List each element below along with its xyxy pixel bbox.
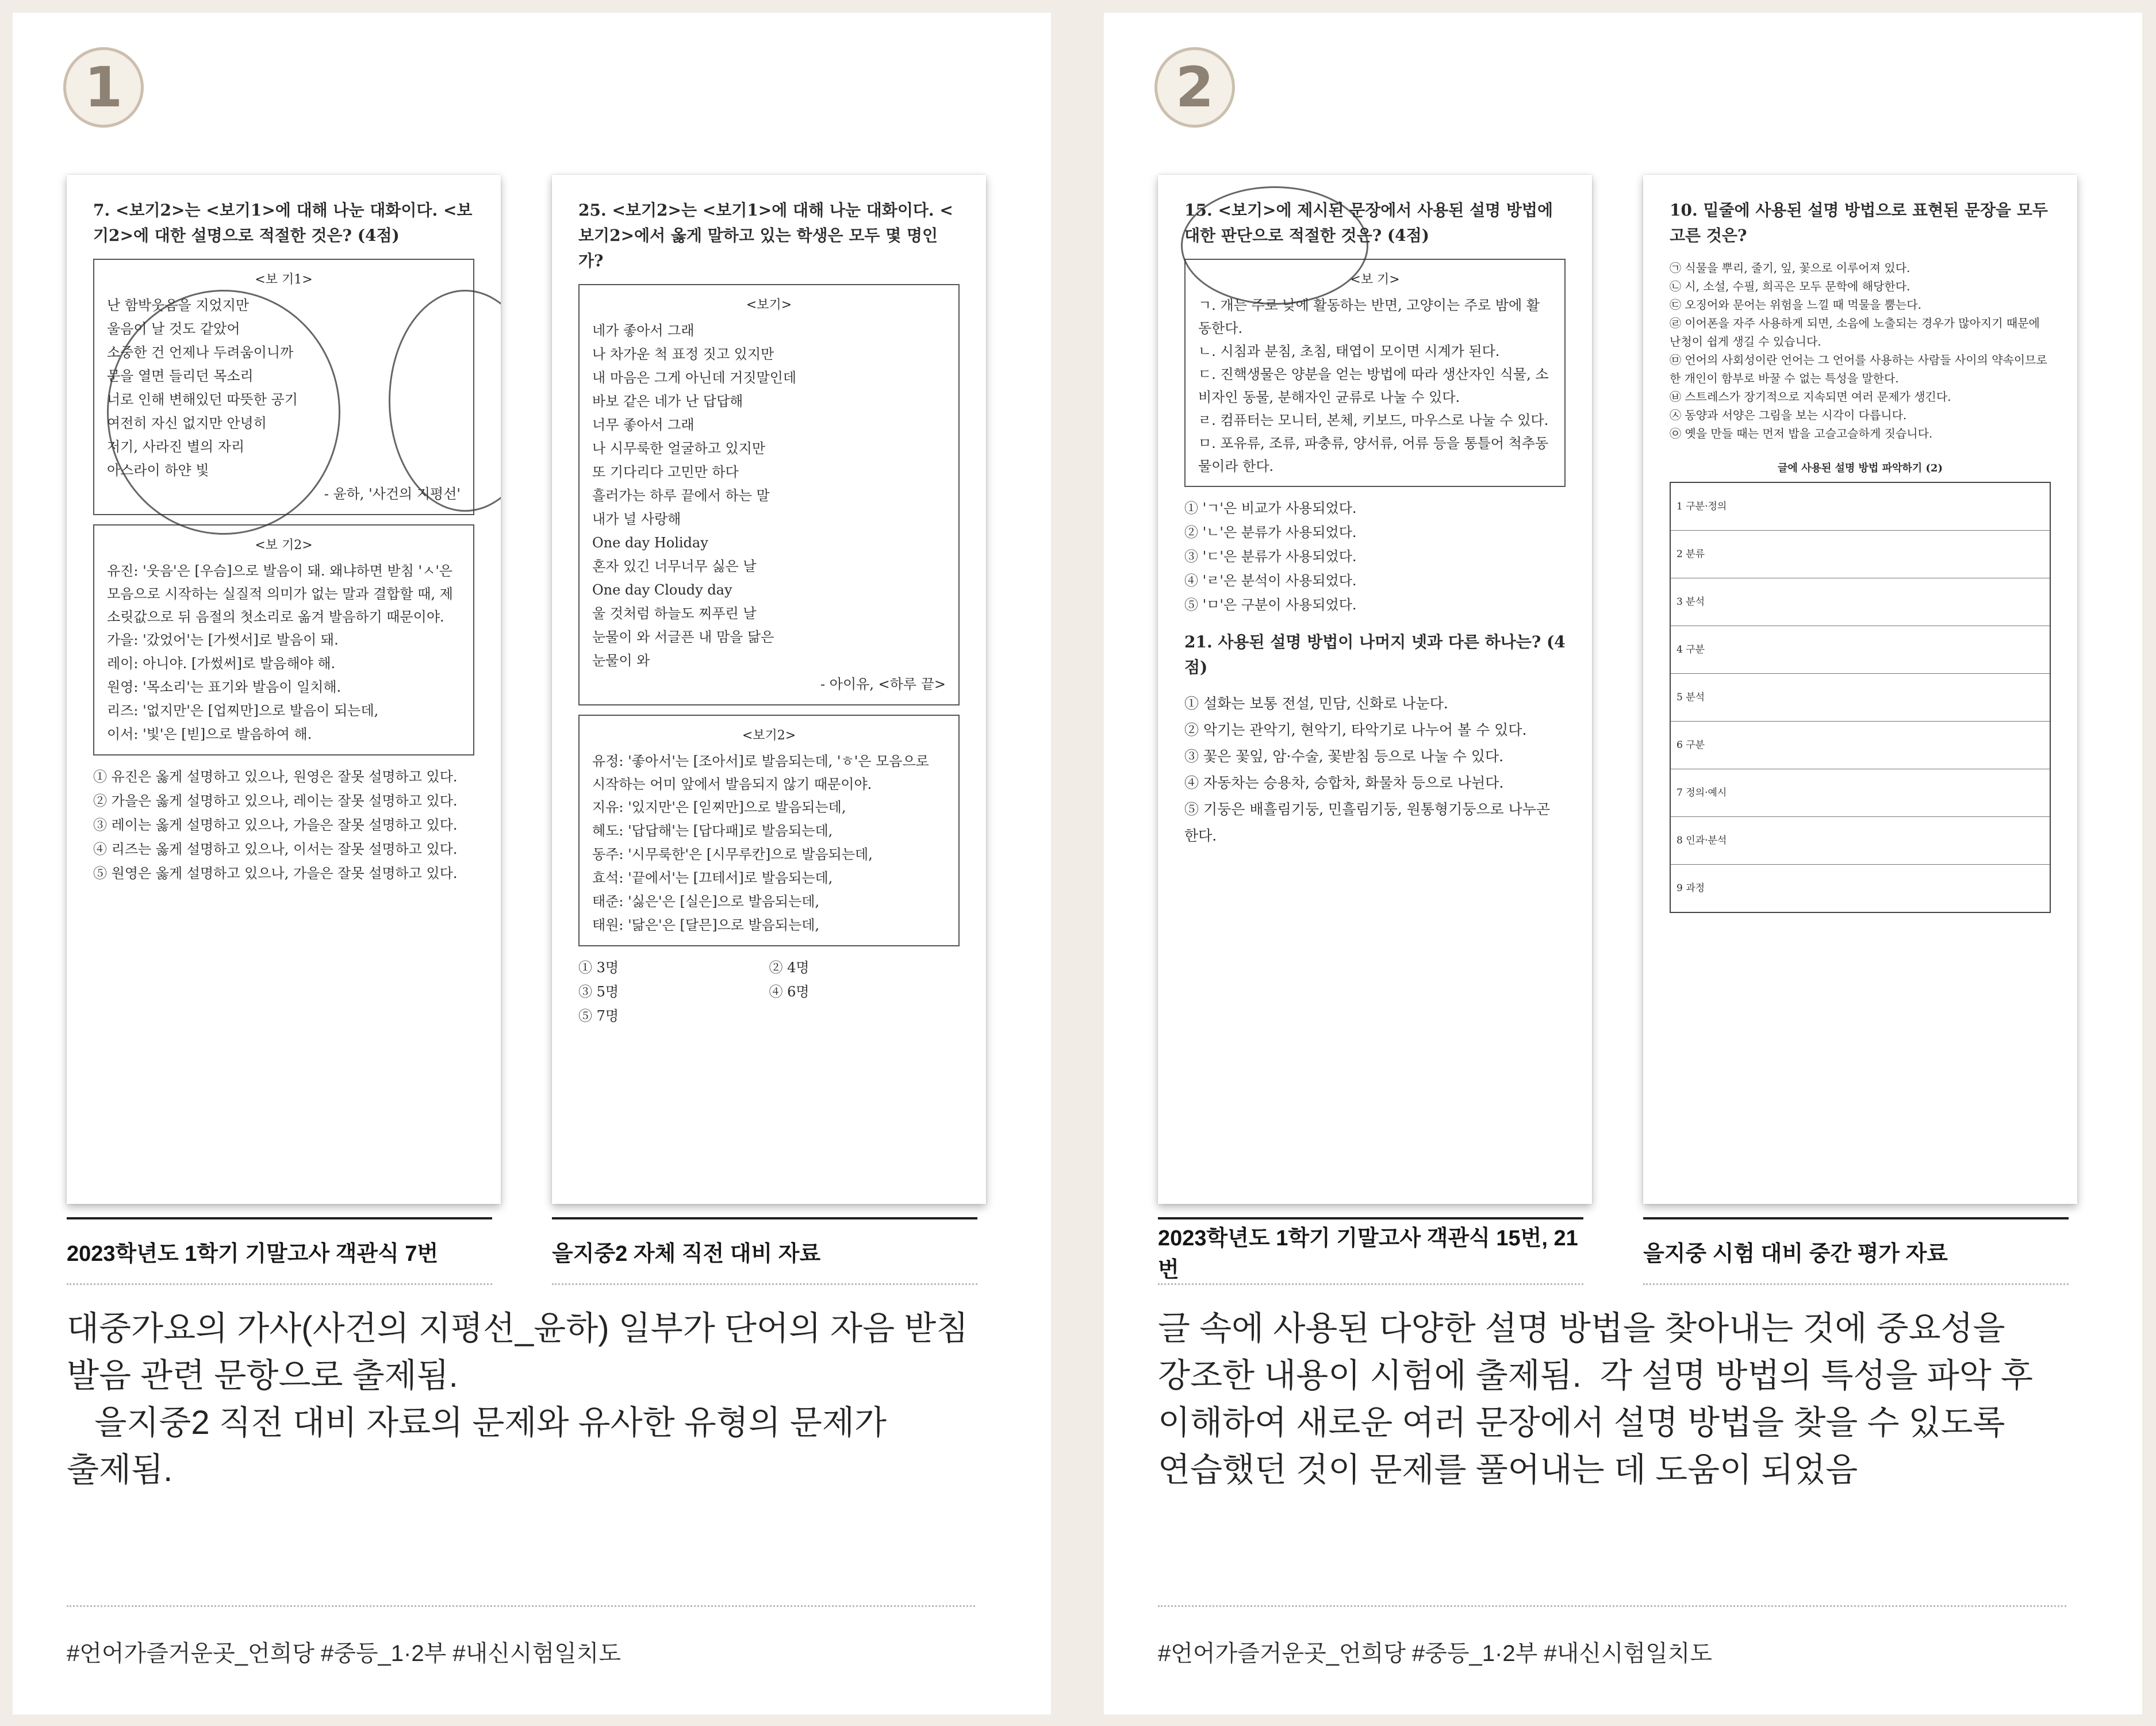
box-line: 여전히 자신 없지만 안녕히 bbox=[107, 415, 267, 431]
description-line: 발음 관련 문항으로 출제됨. bbox=[67, 1357, 458, 1394]
question-title: 25. <보기2>는 <보기1>에 대해 나눈 대화이다. <보기2>에서 옳게 말하고 있는 학생은 모두 몇 명인가? bbox=[578, 201, 953, 270]
table-row: 5 분석 bbox=[1671, 674, 2050, 722]
answer-choice: ⑤ 'ㅁ'은 구분이 사용되었다. bbox=[1184, 597, 1357, 613]
example-box-2 bbox=[578, 715, 960, 946]
worksheet-title: 글에 사용된 설명 방법 파악하기 (2) bbox=[1778, 462, 1943, 474]
hashtags: #언어가즐거운곳_언희당 #중등_1·2부 #내신시험일치도 bbox=[1158, 1641, 1713, 1666]
box-line: 지유: '있지만'은 [읻찌만]으로 발음되는데, bbox=[592, 799, 846, 815]
box-line: - 아이유, <하루 끝> bbox=[820, 676, 946, 692]
answer-choice: ① 유진은 옳게 설명하고 있으나, 원영은 잘못 설명하고 있다. bbox=[93, 769, 458, 785]
box-line: 울음이 날 것도 같았어 bbox=[107, 321, 240, 337]
box-line: 효석: '끝에서'는 [끄테서]로 발음되는데, bbox=[592, 870, 833, 886]
question-title: 21. 사용된 설명 방법이 나머지 넷과 다른 하나는? (4점) bbox=[1184, 632, 1566, 677]
box-line: 나 차가운 척 표정 짓고 있지만 bbox=[592, 346, 774, 362]
table-row: 2 분류 bbox=[1671, 531, 2050, 578]
question-title: 15. <보기>에 제시된 문장에서 사용된 설명 방법에 대한 판단으로 적절한 것은? (4점) bbox=[1184, 201, 1553, 245]
answer-choice: ① 'ㄱ'은 비교가 사용되었다. bbox=[1184, 500, 1357, 516]
table-row: 4 구분 bbox=[1671, 626, 2050, 674]
description-line: 대중가요의 가사(사건의 지평선_윤하) 일부가 단어의 자음 받침 bbox=[67, 1310, 969, 1347]
panel-number-badge: 2 bbox=[1154, 47, 1235, 128]
answer-choice: ① 설화는 보통 전설, 민담, 신화로 나눈다. bbox=[1184, 695, 1448, 712]
table-row: 3 분석 bbox=[1671, 578, 2050, 626]
box-line: 이서: '빛'은 [빋]으로 발음하여 해. bbox=[107, 726, 312, 742]
description-line: 을지중2 직전 대비 자료의 문제와 유사한 유형의 문제가 bbox=[67, 1404, 887, 1441]
exam-scan-document bbox=[67, 175, 501, 1204]
statement-line: ㉠ 식물을 뿌리, 줄기, 잎, 꽃으로 이루어져 있다. bbox=[1670, 261, 1911, 275]
description-line: 연습했던 것이 문제를 풀어내는 데 도움이 되었음 bbox=[1158, 1451, 1858, 1489]
box-line: 소중한 건 언제나 두려움이니까 bbox=[107, 344, 294, 360]
box-line: 바보 같은 네가 난 답답해 bbox=[592, 393, 743, 409]
answer-choices-grid bbox=[578, 956, 960, 1028]
statement-list bbox=[1670, 259, 2051, 443]
box-line: 문을 열면 들리던 목소리 bbox=[107, 368, 254, 384]
question-title: 7. <보기2>는 <보기1>에 대해 나눈 대화이다. <보기2>에 대한 설명으로 적절한 것은? (4점) bbox=[93, 201, 473, 245]
box-line: 난 함박웃음을 지었지만 bbox=[107, 297, 250, 313]
box-heading: <보기2> bbox=[742, 728, 796, 743]
box-line: 가을: '갔었어'는 [가썻서]로 발음이 돼. bbox=[107, 632, 339, 648]
exam-scan-document bbox=[1158, 175, 1592, 1204]
box-line: ㅁ. 포유류, 조류, 파충류, 양서류, 어류 등을 통틀어 척추동물이라 한다. bbox=[1198, 435, 1549, 474]
answer-choice: ③ 5명 bbox=[578, 984, 619, 1000]
statement-line: ㉧ 옛을 만들 때는 먼저 밥을 고슬고슬하게 짓습니다. bbox=[1670, 427, 1933, 440]
box-heading: <보 기1> bbox=[255, 273, 313, 287]
study-material-scan bbox=[552, 175, 986, 1204]
box-line: 울 것처럼 하늘도 찌푸린 날 bbox=[592, 605, 757, 622]
table-row: 1 구분·정의 bbox=[1671, 483, 2050, 531]
table-row: 8 인과·분석 bbox=[1671, 817, 2050, 865]
example-box-2 bbox=[93, 524, 474, 755]
box-line: ㄱ. 개는 주로 낮에 활동하는 반면, 고양이는 주로 밤에 활동한다. bbox=[1198, 297, 1540, 336]
description-line: 이해하여 새로운 여러 문장에서 설명 방법을 찾을 수 있도록 bbox=[1158, 1404, 2005, 1441]
answer-choice: ⑤ 원영은 옳게 설명하고 있으나, 가을은 잘못 설명하고 있다. bbox=[93, 865, 458, 881]
box-line: 원영: '목소리'는 표기와 발음이 일치해. bbox=[107, 679, 342, 695]
worksheet-table bbox=[1670, 482, 2051, 913]
box-line: ㄹ. 컴퓨터는 모니터, 본체, 키보드, 마우스로 나눌 수 있다. bbox=[1198, 412, 1549, 428]
statement-line: ㉢ 오징어와 문어는 위험을 느낄 때 먹물을 뿜는다. bbox=[1670, 298, 1921, 312]
box-line: 너로 인해 변해있던 따뜻한 공기 bbox=[107, 392, 298, 408]
dotted-divider bbox=[67, 1605, 975, 1607]
panel-1 bbox=[13, 13, 1051, 1715]
box-line: 레이: 아니야. [가썼써]로 발음해야 해. bbox=[107, 655, 336, 672]
box-heading: <보 기> bbox=[1350, 273, 1400, 287]
panel-2 bbox=[1104, 13, 2142, 1715]
statement-line: ㉡ 시, 소설, 수필, 희곡은 모두 문학에 해당한다. bbox=[1670, 279, 1911, 293]
description-line: 출제됨. bbox=[67, 1451, 173, 1489]
box-line: 흘러가는 하루 끝에서 하는 말 bbox=[592, 488, 770, 504]
question-title: 10. 밑줄에 사용된 설명 방법으로 표현된 문장을 모두 고른 것은? bbox=[1670, 201, 2048, 245]
example-box-1 bbox=[578, 284, 960, 705]
dotted-divider bbox=[1158, 1605, 2066, 1607]
box-line: 내가 널 사랑해 bbox=[592, 511, 681, 527]
panel-description bbox=[67, 1305, 998, 1494]
answer-choice: ④ 리즈는 옳게 설명하고 있으나, 이서는 잘못 설명하고 있다. bbox=[93, 841, 458, 857]
description-line: 강조한 내용이 시험에 출제됨. 각 설명 방법의 특성을 파악 후 bbox=[1158, 1357, 2033, 1394]
hashtags: #언어가즐거운곳_언희당 #중등_1·2부 #내신시험일치도 bbox=[67, 1641, 622, 1666]
box-line: 내 마음은 그게 아닌데 거짓말인데 bbox=[592, 370, 797, 386]
statement-line: ㉦ 동양과 서양은 그림을 보는 시각이 다릅니다. bbox=[1670, 408, 1907, 422]
box-line: 너무 좋아서 그래 bbox=[592, 417, 695, 433]
answer-choice: ② 4명 bbox=[769, 960, 810, 976]
box-line: 동주: '시무룩한'은 [시무루칸]으로 발음되는데, bbox=[592, 846, 873, 862]
answer-choice: ③ 꽃은 꽃잎, 암·수술, 꽃받침 등으로 나눌 수 있다. bbox=[1184, 748, 1504, 765]
description-line: 글 속에 사용된 다양한 설명 방법을 찾아내는 것에 중요성을 bbox=[1158, 1310, 2005, 1347]
panel-number-badge: 1 bbox=[63, 47, 144, 128]
study-material-scan bbox=[1643, 175, 2077, 1204]
box-line: 혼자 있긴 너무너무 싫은 날 bbox=[592, 558, 757, 574]
answer-choice: ④ 'ㄹ'은 분석이 사용되었다. bbox=[1184, 573, 1357, 589]
answer-choice: ④ 자동차는 승용차, 승합차, 화물차 등으로 나뉜다. bbox=[1184, 774, 1504, 791]
box-line: 태준: '싫은'은 [실은]으로 발음되는데, bbox=[592, 893, 820, 910]
table-row: 7 정의·예시 bbox=[1671, 769, 2050, 817]
box-line: One day Holiday bbox=[592, 535, 708, 551]
box-line: One day Cloudy day bbox=[592, 582, 732, 598]
answer-choice: ⑤ 기둥은 배흘림기둥, 민흘림기둥, 원통형기둥으로 나누곤 한다. bbox=[1184, 801, 1551, 844]
box-line: 네가 좋아서 그래 bbox=[592, 323, 695, 339]
statement-line: ㉤ 언어의 사회성이란 언어는 그 언어를 사용하는 사람들 사이의 약속이므로 한 개인이 함부로 바꿀 수 없는 특성을 말한다. bbox=[1670, 353, 2047, 385]
statement-line: ㉣ 이어폰을 자주 사용하게 되면, 소음에 노출되는 경우가 많아지기 때문에 난청이 쉽게 생길 수 있습니다. bbox=[1670, 316, 2040, 348]
box-line: 눈물이 와 서글픈 내 맘을 닮은 bbox=[592, 629, 774, 645]
example-box-1 bbox=[93, 259, 474, 515]
answer-choice: ② 'ㄴ'은 분류가 사용되었다. bbox=[1184, 524, 1357, 540]
box-line: 태원: '닮은'은 [달믄]으로 발음되는데, bbox=[592, 917, 820, 933]
box-line: 또 기다리다 고민만 하다 bbox=[592, 464, 739, 480]
statement-line: ㉥ 스트레스가 장기적으로 지속되면 여러 문제가 생긴다. bbox=[1670, 390, 1951, 404]
box-line: 눈물이 와 bbox=[592, 653, 650, 669]
answer-choice: ② 악기는 관악기, 현악기, 타악기로 나누어 볼 수 있다. bbox=[1184, 722, 1527, 738]
box-line: - 윤하, '사건의 지평선' bbox=[324, 486, 461, 502]
example-box-1 bbox=[1184, 259, 1566, 487]
box-line: 혜도: '답답해'는 [답다패]로 발음되는데, bbox=[592, 823, 833, 839]
document-caption: 2023학년도 1학기 기말고사 객관식 15번, 21번 bbox=[1158, 1217, 1583, 1285]
table-row: 9 과정 bbox=[1677, 883, 1705, 894]
box-line: 유진: '웃음'은 [우슴]으로 발음이 돼. 왜냐하면 받침 'ㅅ'은 모음으로 시작하는 실질적 의미가 없는 말과 결합할 때, 제 소릿값으로 뒤 음절의 첫소리로 옮겨 발음하기 때문이야. bbox=[107, 563, 453, 625]
document-caption: 을지중 시험 대비 중간 평가 자료 bbox=[1643, 1217, 2069, 1285]
box-heading: <보기> bbox=[746, 298, 792, 312]
document-caption: 2023학년도 1학기 기말고사 객관식 7번 bbox=[67, 1217, 492, 1285]
panel-description bbox=[1158, 1305, 2089, 1494]
answer-choice: ⑤ 7명 bbox=[578, 1008, 619, 1024]
box-line: 리즈: '없지만'은 [업찌만]으로 발음이 되는데, bbox=[107, 703, 379, 719]
box-line: 저기, 사라진 별의 자리 bbox=[107, 439, 245, 455]
answer-choice: ④ 6명 bbox=[769, 984, 810, 1000]
answer-choice: ① 3명 bbox=[578, 960, 619, 976]
box-line: 나 시무룩한 얼굴하고 있지만 bbox=[592, 440, 766, 457]
box-heading: <보 기2> bbox=[255, 538, 313, 553]
answer-choice: ② 가을은 옳게 설명하고 있으나, 레이는 잘못 설명하고 있다. bbox=[93, 793, 458, 809]
table-row: 6 구분 bbox=[1671, 722, 2050, 769]
box-line: 아스라이 하얀 빛 bbox=[107, 462, 209, 478]
box-line: ㄴ. 시침과 분침, 초침, 태엽이 모이면 시계가 된다. bbox=[1198, 343, 1500, 359]
answer-choice: ③ 'ㄷ'은 분류가 사용되었다. bbox=[1184, 549, 1357, 565]
answer-choice: ③ 레이는 옳게 설명하고 있으나, 가을은 잘못 설명하고 있다. bbox=[93, 817, 458, 833]
box-line: 유정: '좋아서'는 [조아서]로 발음되는데, 'ㅎ'은 모음으로 시작하는 어미 앞에서 발음되지 않기 때문이야. bbox=[592, 753, 929, 792]
box-line: ㄷ. 진핵생물은 양분을 얻는 방법에 따라 생산자인 식물, 소비자인 동물, 분해자인 균류로 나눌 수 있다. bbox=[1198, 366, 1549, 405]
document-caption: 을지중2 자체 직전 대비 자료 bbox=[552, 1217, 977, 1285]
